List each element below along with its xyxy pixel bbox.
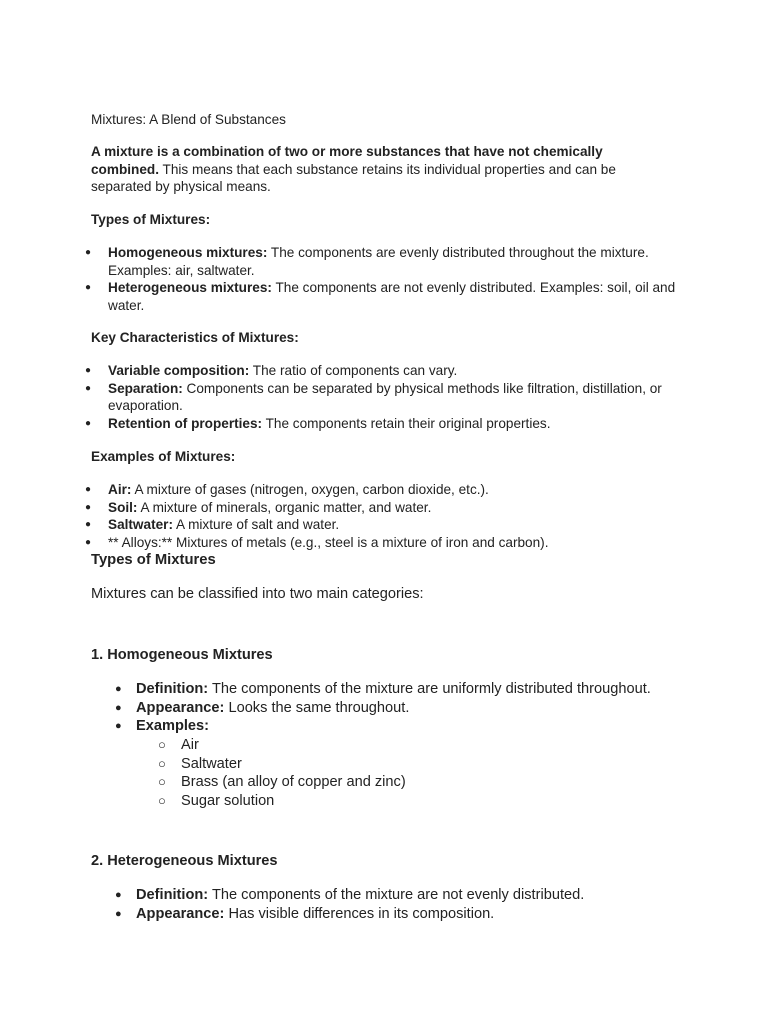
- list-item: [91, 244, 678, 279]
- list-item: [136, 717, 651, 736]
- document-title: [91, 111, 286, 129]
- homogeneous-heading: 1. Homogeneous Mixtures: [91, 647, 273, 663]
- types-heading: Types of Mixtures:: [91, 212, 211, 227]
- list-item-text: A mixture of gases (nitrogen, oxygen, carbon dioxide, etc.).: [131, 482, 489, 497]
- section-heading: Types of Mixtures: [91, 552, 216, 568]
- examples-heading: Examples of Mixtures:: [91, 449, 236, 464]
- list-item: [91, 362, 678, 380]
- list-item-text: The components are evenly distributed throughout the mixture. Examples: air, saltwater.: [108, 245, 649, 278]
- list-item: [91, 415, 678, 433]
- list-item-term: Homogeneous mixtures:: [108, 245, 268, 260]
- homogeneous-examples-list: [181, 736, 406, 810]
- list-item-text: A mixture of salt and water.: [172, 517, 340, 532]
- list-item: ○ Brass (an alloy of copper and zinc): [181, 773, 406, 792]
- list-item-text: The components of the mixture are uniformly distributed throughout.: [208, 681, 651, 697]
- list-item: [91, 380, 678, 415]
- list-item-text: Components can be separated by physical methods like filtration, distillation, or evaporation.: [108, 380, 662, 413]
- characteristics-list: [91, 362, 678, 432]
- types-list: [91, 244, 678, 314]
- list-item: ○ Saltwater: [181, 755, 406, 774]
- list-item-text: The ratio of components can vary.: [249, 363, 458, 378]
- list-item-term: Definition:: [136, 681, 209, 697]
- intro-bold-text: A mixture is a combination of two or more substances that have not chemically combined.: [91, 144, 603, 177]
- list-item-text: The components of the mixture are not evenly distributed.: [208, 887, 585, 903]
- list-item-term: Saltwater:: [108, 517, 173, 532]
- list-item: [136, 699, 651, 718]
- homogeneous-list: [136, 680, 651, 736]
- document-title-text: Mixtures: A Blend of Substances: [91, 112, 286, 127]
- intro-paragraph: [91, 143, 651, 196]
- list-item: [91, 279, 678, 314]
- list-item-term: Variable composition:: [108, 363, 250, 378]
- list-item: ○ Sugar solution: [181, 792, 406, 811]
- list-item-text: A mixture of minerals, organic matter, and water.: [137, 499, 432, 515]
- list-item: [91, 499, 678, 517]
- list-item-term: Retention of properties:: [108, 415, 263, 431]
- section-intro: Mixtures can be classified into two main categories:: [91, 586, 424, 602]
- list-item-term: Soil:: [108, 499, 138, 515]
- list-item-text: The components are not evenly distributed. Examples: soil, oil and water.: [108, 280, 676, 313]
- heterogeneous-heading: 2. Heterogeneous Mixtures: [91, 853, 278, 869]
- list-item: [91, 534, 678, 552]
- list-item-term: Heterogeneous mixtures:: [108, 280, 272, 295]
- list-item-term: Definition:: [136, 887, 209, 903]
- list-item-text: ** Alloys:** Mixtures of metals (e.g., steel is a mixture of iron and carbon).: [108, 534, 549, 550]
- list-item-term: Separation:: [108, 380, 183, 396]
- list-item: [136, 905, 584, 924]
- examples-list: [91, 481, 678, 551]
- list-item: [91, 516, 678, 534]
- list-item: [91, 481, 678, 499]
- list-item: [136, 680, 651, 699]
- list-item-term: Air:: [108, 482, 132, 497]
- list-item-term: Appearance:: [136, 699, 225, 716]
- list-item: [136, 886, 584, 905]
- list-item: ○ Air: [181, 736, 406, 755]
- list-item-term: Examples:: [136, 718, 210, 734]
- list-item-term: Appearance:: [136, 905, 225, 922]
- characteristics-heading: Key Characteristics of Mixtures:: [91, 330, 299, 345]
- list-item-text: Looks the same throughout.: [224, 699, 410, 716]
- list-item-text: Has visible differences in its composition.: [224, 905, 495, 922]
- heterogeneous-list: [136, 886, 584, 923]
- intro-text: This means that each substance retains its individual properties and can be separated by physical means.: [91, 161, 616, 194]
- list-item-text: The components retain their original properties.: [262, 415, 551, 431]
